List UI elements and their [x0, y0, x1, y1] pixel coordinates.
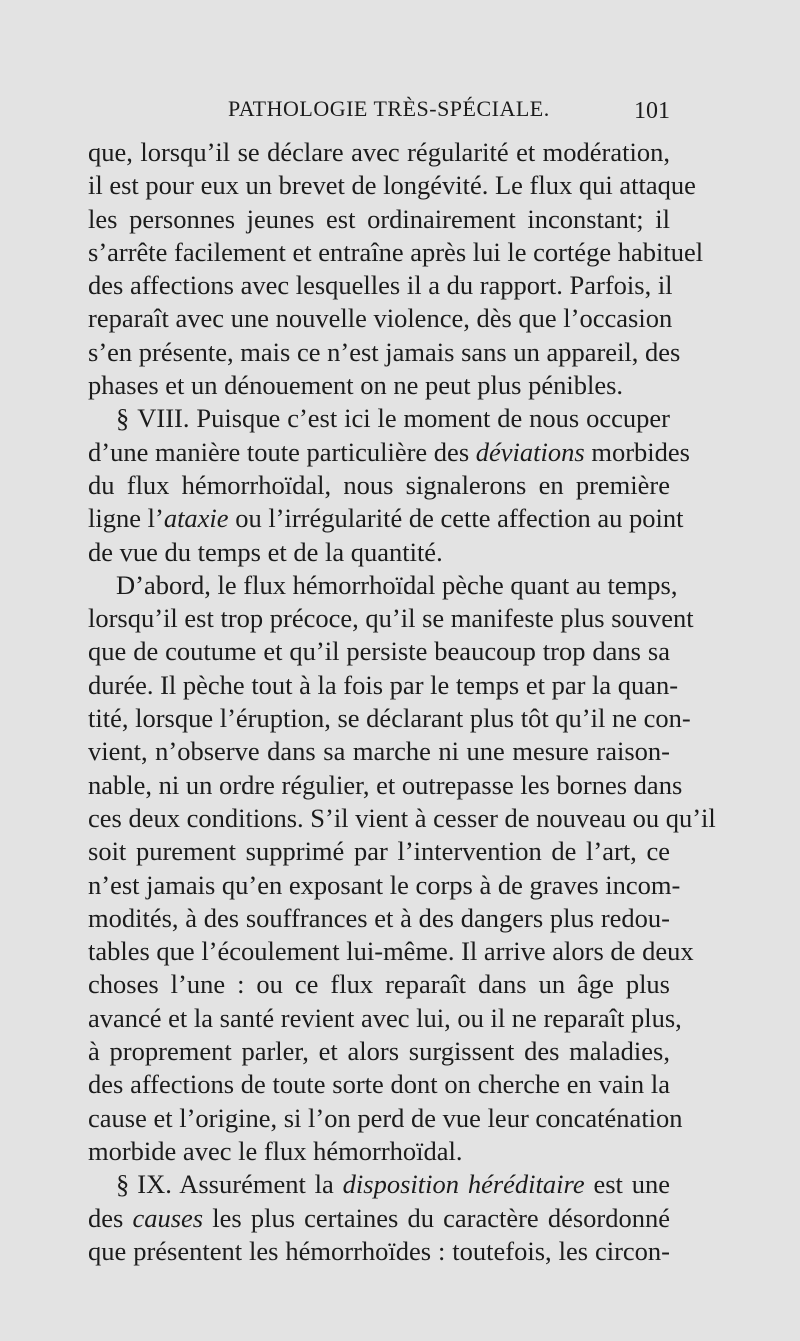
- section-symbol: §: [116, 1169, 130, 1200]
- text-line: phases et un dénouement on ne peut plus pénibles.: [88, 370, 624, 401]
- text-line: [88, 1202, 670, 1235]
- text-line: ces deux conditions. S’il vient à cesser de nouveau ou qu’il: [88, 802, 716, 833]
- text-fragment: morbides: [584, 436, 690, 467]
- text-line: les personnes jeunes est ordinairement inconstant; il: [88, 203, 670, 234]
- text-line-section-viii: [88, 402, 670, 435]
- text-line: [88, 436, 690, 469]
- text-line: nable, ni un ordre régulier, et outrepasse les bornes dans: [88, 769, 683, 800]
- italic-term: déviations: [475, 436, 585, 467]
- text-line: il est pour eux un brevet de longévité. Le flux qui attaque: [88, 170, 696, 201]
- text-line: choses l’une : ou ce flux reparaît dans un âge plus: [88, 969, 670, 1000]
- text-line: s’arrête facilement et entraîne après lui le cortége habituel: [88, 236, 704, 267]
- text-line: du flux hémorrhoïdal, nous signalerons en première: [88, 469, 670, 500]
- text-line: que de coutume et qu’il persiste beaucoup trop dans sa: [88, 636, 670, 667]
- text-fragment: ou l’irrégularité de cette affection au point: [228, 503, 684, 534]
- text-line: cause et l’origine, si l’on perd de vue leur concaténation: [88, 1102, 683, 1133]
- running-title: PATHOLOGIE TRÈS-SPÉCIALE.: [228, 96, 550, 121]
- text-fragment: ligne l’: [88, 503, 164, 534]
- text-line-section-ix: [88, 1168, 670, 1201]
- text-fragment: IX. Assurément la: [137, 1169, 343, 1200]
- text-line: reparaît avec une nouvelle violence, dès que l’occasion: [88, 303, 673, 334]
- text-fragment: les plus certaines du caractère désordonné: [203, 1202, 670, 1233]
- text-line: lorsqu’il est trop précoce, qu’il se manifeste plus souvent: [88, 603, 694, 634]
- text-line: de vue du temps et de la quantité.: [88, 536, 443, 567]
- text-line: à proprement parler, et alors surgissent des maladies,: [88, 1036, 670, 1067]
- text-line: tables que l’écoulement lui-même. Il arrive alors de deux: [88, 936, 694, 967]
- page-header: [88, 96, 670, 132]
- text-line: tité, lorsque l’éruption, se déclarant plus tôt qu’il ne con-: [88, 703, 691, 734]
- italic-term: ataxie: [163, 503, 229, 534]
- body-text: [88, 136, 716, 1268]
- section-symbol: §: [116, 403, 130, 434]
- text-line: que, lorsqu’il se déclare avec régularité et modération,: [88, 137, 670, 167]
- text-fragment: des: [88, 1202, 133, 1233]
- italic-term: disposition héréditaire: [342, 1169, 585, 1200]
- text-line: [88, 502, 684, 535]
- text-line: n’est jamais qu’en exposant le corps à de graves incom-: [88, 869, 681, 900]
- text-line: modités, à des souffrances et à des dangers plus redou-: [88, 902, 670, 933]
- text-line: des affections de toute sorte dont on cherche en vain la: [88, 1069, 670, 1100]
- text-line: des affections avec lesquelles il a du rapport. Parfois, il: [88, 270, 673, 301]
- text-line: durée. Il pèche tout à la fois par le temps et par la quan-: [88, 669, 679, 700]
- text-fragment: est une: [584, 1169, 671, 1200]
- page-number: 101: [634, 98, 670, 124]
- text-line: avancé et la santé revient avec lui, ou il ne reparaît plus,: [88, 1002, 682, 1033]
- text-line: vient, n’observe dans sa marche ni une mesure raison-: [88, 736, 670, 767]
- text-line: s’en présente, mais ce n’est jamais sans un appareil, des: [88, 336, 681, 367]
- italic-term: causes: [132, 1202, 204, 1233]
- text-line: que présentent les hémorrhoïdes : toutefois, les circon-: [88, 1235, 670, 1266]
- text-fragment: VIII. Puisque c’est ici le moment de nous occuper: [137, 403, 670, 434]
- text-fragment: d’une manière toute particulière des: [88, 436, 476, 467]
- text-line: D’abord, le flux hémorrhoïdal pèche quant au temps,: [116, 569, 678, 600]
- text-line: morbide avec le flux hémorrhoïdal.: [88, 1135, 463, 1166]
- text-line: soit purement supprimé par l’intervention de l’art, ce: [88, 836, 670, 867]
